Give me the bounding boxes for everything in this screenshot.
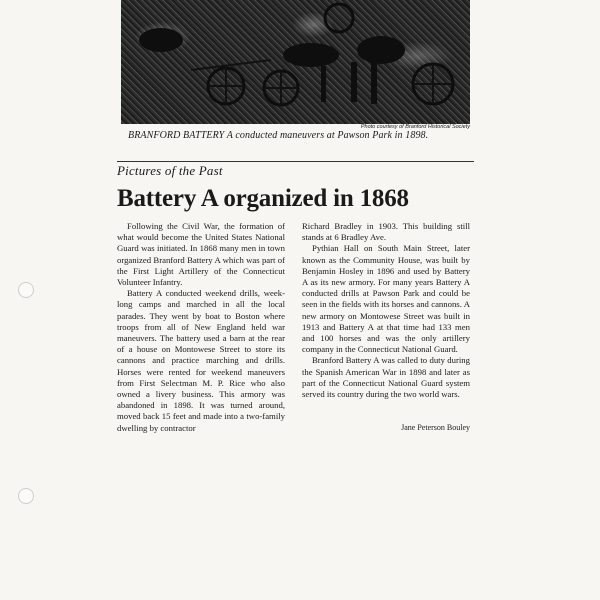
historical-photo [121,0,470,124]
article-column-1 [117,221,285,434]
photo-scene [121,0,470,124]
paragraph: Battery A conducted weekend drills, week-long camps and marched in all the local parades. They went by boat to Boston where troops from all of New England held war maneuvers. The battery used a barn at the rear of a house on Montowese Street to store its cannons and practice marching and drills. Horses were rented for weekend maneuvers from First Selectman M. P. Rice who also owned a livery business. This armory was abandoned in 1898. It was turned around, moved back 15 feet and made into a two-family dwelling by contractor [117,288,285,433]
caption-text: conducted maneuvers at Pawson Park in 1898. [232,130,429,141]
paragraph: Pythian Hall on South Main Street, later known as the Community House, was built by Benjamin Hosley in 1896 and used by Battery A as its new armory. For many years Battery A conducted drills at Pawson Park and could be seen in the fields with its horses and cannons. A new armory on Montowese Street was built in 1913 and Battery A at that time had 133 men and 100 horses and was the only artillery company in the Connecticut National Guard. [302,243,470,355]
paragraph: Following the Civil War, the formation of what would become the United States National Guard was initiated. In 1868 many men in town organized Branford Battery A which was part of the First Light Artillery of the Connecticut Volunteer Infantry. [117,221,285,288]
divider-rule [117,161,474,162]
photo-caption [128,130,472,143]
section-kicker: Pictures of the Past [117,163,223,178]
punch-hole [18,282,34,298]
punch-hole [18,488,34,504]
caption-lead: BRANFORD BATTERY A [128,130,233,141]
photo-credit: Photo courtesy of Branford Historical Society [360,124,470,130]
article-column-2 [302,221,470,400]
article-headline: Battery A organized in 1868 [117,185,409,212]
paragraph: Branford Battery A was called to duty during the Spanish American War in 1898 and later as part of the Connecticut National Guard system served its country during the two world wars. [302,355,470,400]
byline: Jane Peterson Bouley [401,423,470,432]
cannon-wheel [325,4,353,32]
paragraph: Richard Bradley in 1903. This building still stands at 6 Bradley Ave. [302,221,470,243]
